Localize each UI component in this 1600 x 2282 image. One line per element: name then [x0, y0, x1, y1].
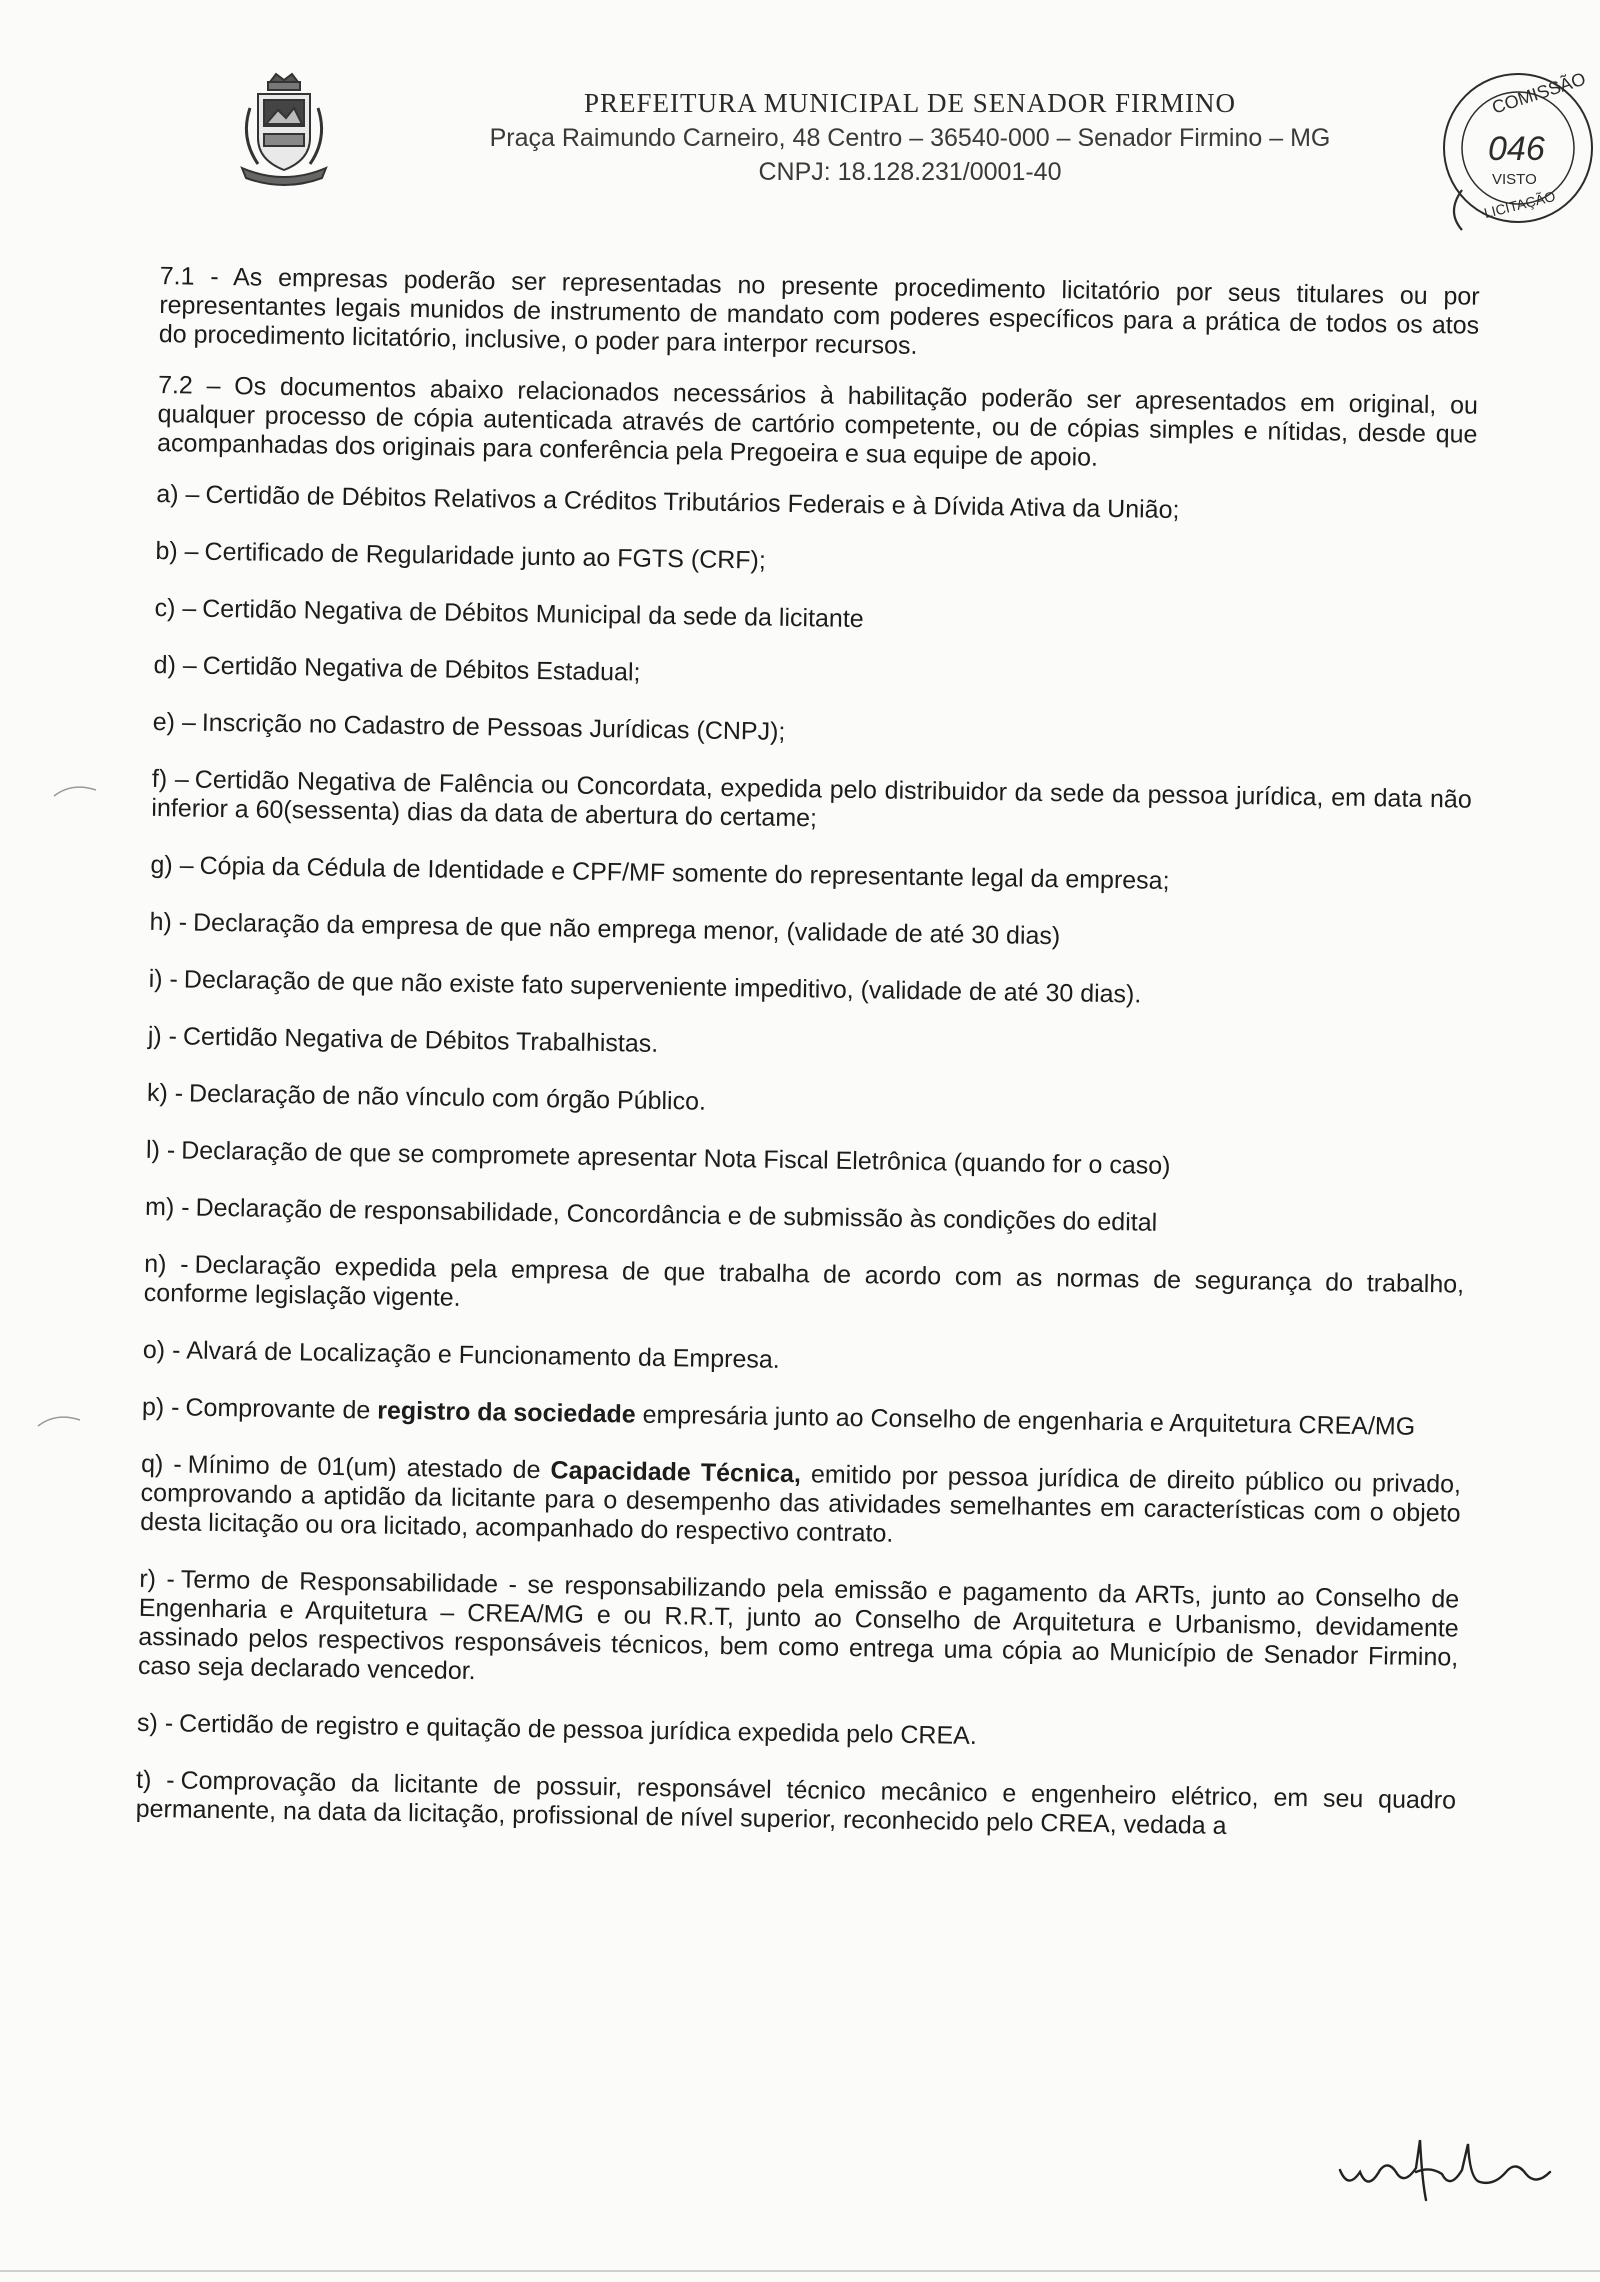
- item-text: Certidão Negativa de Débitos Municipal da sede da licitante: [202, 594, 864, 634]
- list-item: [156, 480, 1476, 530]
- item-label: p) -: [141, 1392, 180, 1422]
- item-label: n) -: [144, 1249, 189, 1279]
- item-text: empresária junto ao Conselho de engenharia e Arquitetura CREA/MG: [635, 1400, 1416, 1441]
- list-item: [142, 1393, 1462, 1443]
- item-text: Declaração de responsabilidade, Concordância e de submissão às condições do edital: [195, 1193, 1158, 1237]
- letterhead: [420, 86, 1400, 188]
- item-text: Declaração de que não existe fato superveniente impeditivo, (validade de até 30 dias).: [183, 965, 1142, 1009]
- list-item: [138, 1565, 1460, 1702]
- item-text: Declaração de não vínculo com órgão Público.: [188, 1079, 707, 1116]
- list-item: [155, 537, 1475, 587]
- item-label: d) –: [153, 650, 197, 680]
- item-label: i) -: [148, 964, 179, 994]
- list-item: [150, 851, 1470, 901]
- organization-name: PREFEITURA MUNICIPAL DE SENADOR FIRMINO: [583, 88, 1237, 118]
- list-item: [154, 594, 1474, 644]
- handwritten-initials-signature: [1330, 2120, 1570, 2210]
- item-text: Declaração expedida pela empresa de que trabalha de acordo com as normas de segurança do trabalho, conforme legislação vigente.: [143, 1250, 1465, 1312]
- scan-edge-divider: [0, 2270, 1600, 2272]
- item-label: o) -: [142, 1335, 181, 1365]
- scan-mark: [34, 1410, 84, 1430]
- item-text: Comprovante de: [185, 1393, 378, 1425]
- stamp-middle-text: VISTO: [1492, 171, 1537, 188]
- stamp-number: 046: [1488, 130, 1545, 168]
- list-item: [153, 651, 1473, 701]
- item-label: f) –: [151, 764, 190, 794]
- list-item: [147, 1079, 1467, 1129]
- item-label: h) -: [149, 907, 188, 937]
- municipal-crest-icon: [228, 68, 340, 188]
- list-item: [135, 1766, 1456, 1845]
- item-label: e) –: [152, 707, 197, 737]
- list-item: [153, 708, 1473, 758]
- list-item: [143, 1336, 1463, 1386]
- item-label: k) -: [146, 1078, 184, 1108]
- item-label: j) -: [147, 1021, 178, 1051]
- paragraph-7-1: 7.1 - As empresas poderão ser representadas no presente procedimento licitatório por seus titulares ou por representantes legais munidos de instrumento de mandato com poderes específicos para a prática de todos os atos do procedimento licitatório, inclusive, o poder para interpor recursos.: [158, 262, 1480, 360]
- item-bold-text: Capacidade Técnica,: [550, 1456, 802, 1489]
- item-text: Certidão de registro e quitação de pessoa jurídica expedida pelo CREA.: [178, 1709, 977, 1751]
- list-item: [146, 1136, 1466, 1186]
- list-item: [144, 1250, 1465, 1329]
- item-label: s) -: [136, 1708, 174, 1738]
- item-text: Mínimo de 01(um) atestado de: [187, 1450, 551, 1485]
- item-label: g) –: [150, 850, 194, 880]
- item-text: Declaração da empresa de que não emprega menor, (validade de até 30 dias): [192, 908, 1061, 951]
- item-label: l) -: [145, 1135, 176, 1165]
- scan-mark: [50, 780, 100, 800]
- list-item: [149, 965, 1469, 1015]
- item-label: q) -: [140, 1449, 182, 1479]
- list-item: [145, 1193, 1465, 1243]
- item-label: a) –: [156, 479, 200, 509]
- item-text: emitido por pessoa jurídica de direito público ou privado, comprovando a aptidão da licitante para o desempenho das atividades semelhantes em características com o objeto desta licitação ou ora licitado, acompanhado do respectivo contrato.: [139, 1460, 1462, 1548]
- commission-stamp: [1432, 62, 1600, 262]
- stamp-bottom-text: LICITAÇÃO: [1482, 187, 1557, 222]
- paragraph-7-2: 7.2 – Os documentos abaixo relacionados necessários à habilitação poderão ser apresentados em original, ou qualquer processo de cópia autenticada através de cartório competente, ou de cópias simples e nítidas, desde que acompanhadas dos originais para conferência pela Pregoeira e sua equipe de apoio.: [156, 370, 1479, 472]
- organization-address: Praça Raimundo Carneiro, 48 Centro – 36540-000 – Senador Firmino – MG: [489, 124, 1331, 152]
- list-item: [137, 1709, 1457, 1759]
- item-text: Certidão de Débitos Relativos a Créditos Tributários Federais e à Dívida Ativa da União;: [205, 480, 1180, 525]
- item-label: m) -: [144, 1192, 190, 1222]
- item-text: Termo de Responsabilidade - se responsabilizando pela emissão e pagamento da ARTs, junto ao Conselho de Engenharia e Arquitetura – CREA/MG e ou R.R.T, junto ao Conselho de Arquitetura e Urbanismo, devidamente assinado pelos respectivos responsáveis técnicos, bem como entrega uma cópia ao Município de Senador Firmino, caso seja declarado vencedor.: [137, 1565, 1460, 1686]
- stamp-top-text: COMISSÃO: [1489, 68, 1589, 118]
- item-label: c) –: [154, 593, 197, 623]
- item-label: b) –: [155, 536, 199, 566]
- item-text: Alvará de Localização e Funcionamento da Empresa.: [186, 1336, 780, 1374]
- organization-cnpj: CNPJ: 18.128.231/0001-40: [758, 158, 1062, 186]
- item-text: Certificado de Regularidade junto ao FGTS (CRF);: [204, 537, 767, 575]
- list-item: [140, 1450, 1461, 1558]
- list-item: [148, 1022, 1468, 1072]
- item-text: Certidão Negativa de Débitos Estadual;: [202, 651, 641, 687]
- item-text: Inscrição no Cadastro de Pessoas Jurídicas (CNPJ);: [201, 708, 786, 746]
- item-text: Declaração de que se compromete apresentar Nota Fiscal Eletrônica (quando for o caso): [180, 1136, 1171, 1180]
- item-label: t) -: [135, 1765, 175, 1795]
- list-item: [151, 765, 1472, 844]
- item-bold-text: registro da sociedade: [377, 1396, 636, 1429]
- item-text: Certidão Negativa de Falência ou Concordata, expedida pelo distribuidor da sede da pessoa jurídica, em data não inferior a 60(sessenta) dias da data de abertura do certame;: [151, 765, 1472, 833]
- list-item: [149, 908, 1469, 958]
- document-body: [135, 262, 1480, 1873]
- item-text: Certidão Negativa de Débitos Trabalhistas.: [182, 1022, 659, 1058]
- item-text: Comprovação da licitante de possuir, responsável técnico mecânico e engenheiro elétrico, em seu quadro permanente, na data da licitação, profissional de nível superior, reconhecido pelo CREA, vedada a: [135, 1766, 1457, 1840]
- item-text: Cópia da Cédula de Identidade e CPF/MF somente do representante legal da empresa;: [199, 851, 1170, 895]
- item-label: r) -: [139, 1564, 176, 1594]
